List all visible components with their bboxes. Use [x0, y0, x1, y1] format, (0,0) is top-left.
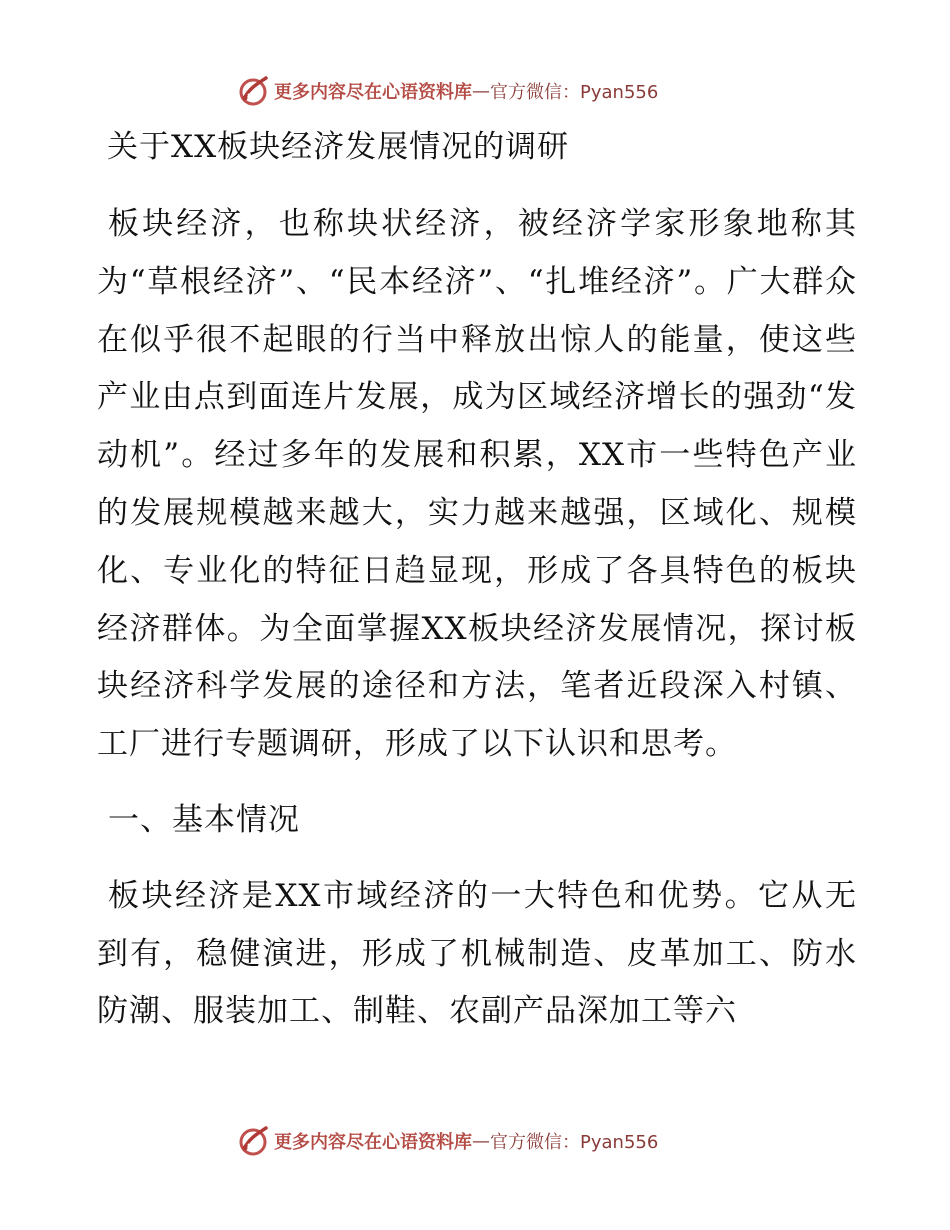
- section-paragraph-basic-situation: 板块经济是XX市域经济的一大特色和优势。它从无到有，稳健演进，形成了机械制造、皮革加工、防水防潮、服装加工、制鞋、农副产品深加工等六: [97, 877, 857, 1030]
- brush-logo-icon: [236, 1124, 270, 1158]
- watermark-dash: —: [472, 80, 490, 102]
- document-body: [97, 122, 857, 1059]
- watermark-wechat-text: 官方微信：Pyan556: [490, 1132, 659, 1153]
- watermark-footer: [236, 1124, 658, 1158]
- watermark-wechat-text: 官方微信：Pyan556: [490, 82, 659, 103]
- intro-paragraph: 板块经济，也称块状经济，被经济学家形象地称其为“草根经济”、“民本经济”、“扎堆经济”。广大群众在似乎很不起眼的行当中释放出惊人的能量，使这些产业由点到面连片发展，成为区域经济增长的强劲“发动机”。经过多年的发展和积累，XX市一些特色产业的发展规模越来越大，实力越来越强，区域化、规模化、专业化的特征日趋显现，形成了各具特色的板块经济群体。为全面掌握XX板块经济发展情况，探讨板块经济科学发展的途径和方法，笔者近段深入村镇、工厂进行专题调研，形成了以下认识和思考。: [97, 206, 857, 763]
- watermark-dash: —: [472, 1130, 490, 1152]
- watermark-lead-text: 更多内容尽在心语资料库: [274, 1132, 472, 1153]
- watermark-header: [236, 74, 658, 108]
- watermark-lead-text: 更多内容尽在心语资料库: [274, 82, 472, 103]
- section-heading-basic-situation: 一、基本情况: [108, 801, 300, 838]
- document-title: 关于XX板块经济发展情况的调研: [107, 129, 570, 165]
- brush-logo-icon: [236, 74, 270, 108]
